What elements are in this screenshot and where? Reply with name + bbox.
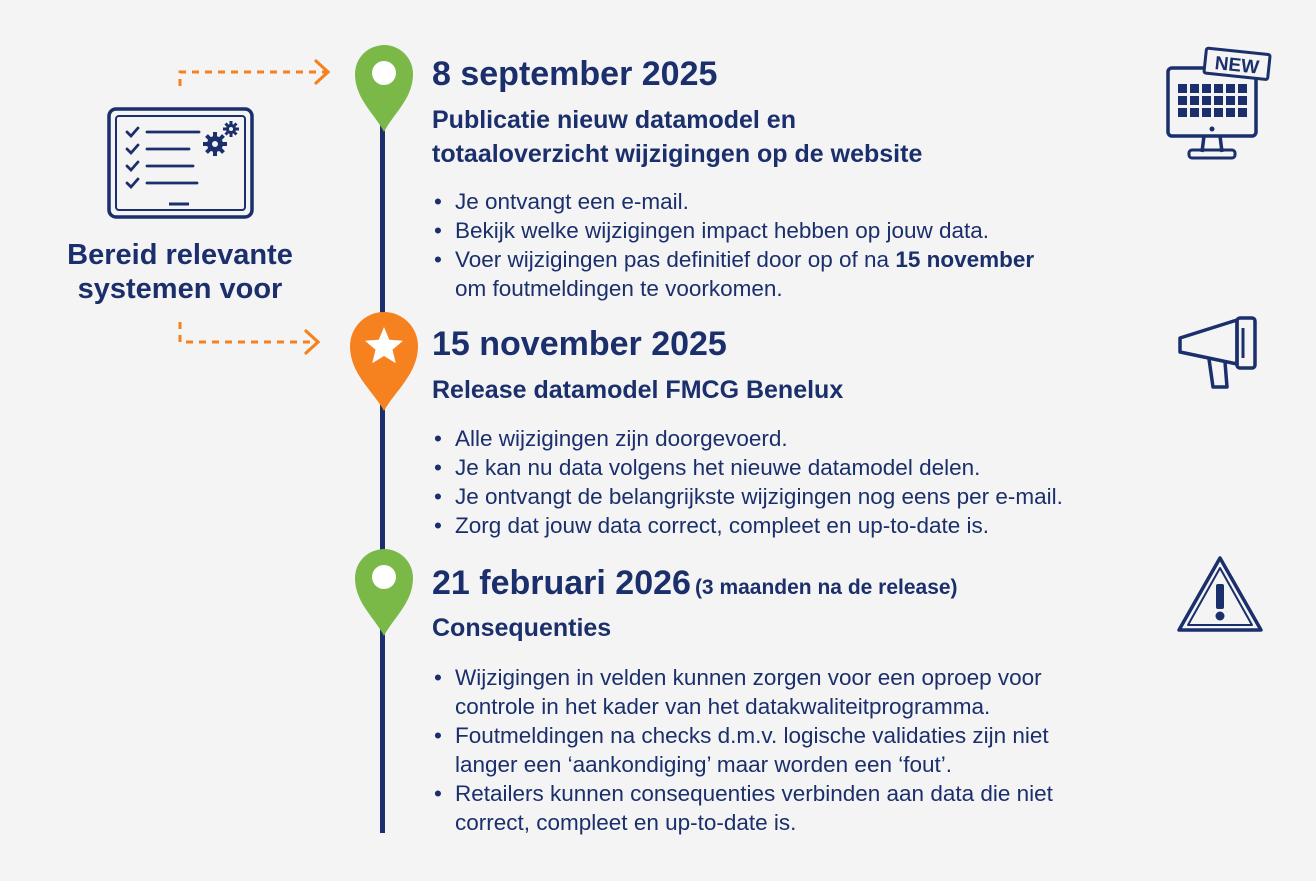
milestone-bullets <box>432 424 1063 540</box>
timeline-line <box>380 100 385 833</box>
milestone-date <box>432 563 958 608</box>
warning-icon <box>1175 554 1265 636</box>
milestone-title-line2: totaaloverzicht wijzigingen op de website <box>432 140 923 168</box>
milestone-bullets <box>432 663 1053 837</box>
list-item: • Wijzigingen in velden kunnen zorgen voor een oproep voor controle in het kader van het datakwaliteitprogramma. <box>432 663 1053 721</box>
list-item: • Foutmeldingen na checks d.m.v. logische validaties zijn niet langer een ‘aankondiging’ maar worden een ‘fout’. <box>432 721 1053 779</box>
milestone-bullets <box>432 187 1034 303</box>
list-item: • Retailers kunnen consequenties verbinden aan data die niet correct, compleet en up-to-date is. <box>432 779 1053 837</box>
list-item: • Alle wijzigingen zijn doorgevoerd. <box>432 424 1063 453</box>
milestone-title-line1: Publicatie nieuw datamodel en <box>432 106 796 134</box>
milestone-title <box>432 611 611 645</box>
sidebar-label <box>30 238 330 306</box>
list-item: • Je ontvangt de belangrijkste wijzigingen nog eens per e-mail. <box>432 482 1063 511</box>
new-monitor-icon <box>1162 44 1274 166</box>
list-item: • Je ontvangt een e-mail. <box>432 187 1034 216</box>
milestone-date-note: (3 maanden na de release) <box>694 576 958 599</box>
new-badge: NEW <box>1213 53 1260 79</box>
settings-checklist-icon <box>107 107 255 219</box>
milestone-date-text: 21 februari 2026 <box>432 564 691 602</box>
milestone-title-line1: Release datamodel FMCG Benelux <box>432 376 844 404</box>
orange-star-pin-icon <box>348 310 420 414</box>
sidebar-label-line2: systemen voor <box>77 273 283 305</box>
list-item: • Zorg dat jouw data correct, compleet en up-to-date is. <box>432 511 1063 540</box>
list-item: • Voer wijzigingen pas definitief door op of na 15 november om foutmeldingen te voorkomen. <box>432 245 1034 303</box>
megaphone-icon <box>1175 314 1265 396</box>
list-item: • Je kan nu data volgens het nieuwe datamodel delen. <box>432 453 1063 482</box>
dashed-arrow-bottom <box>175 320 325 356</box>
green-pin-icon <box>353 548 415 640</box>
milestone-date: 15 november 2025 <box>432 325 727 363</box>
milestone-title-line1: Consequenties <box>432 614 612 642</box>
milestone-title <box>432 103 922 171</box>
green-pin-icon <box>353 44 415 136</box>
milestone-title <box>432 373 843 407</box>
dashed-arrow-top <box>175 58 335 90</box>
bold-date: 15 november <box>895 247 1035 272</box>
sidebar-label-line1: Bereid relevante <box>67 239 293 271</box>
list-item: • Bekijk welke wijzigingen impact hebben op jouw data. <box>432 216 1034 245</box>
milestone-date: 8 september 2025 <box>432 55 718 93</box>
